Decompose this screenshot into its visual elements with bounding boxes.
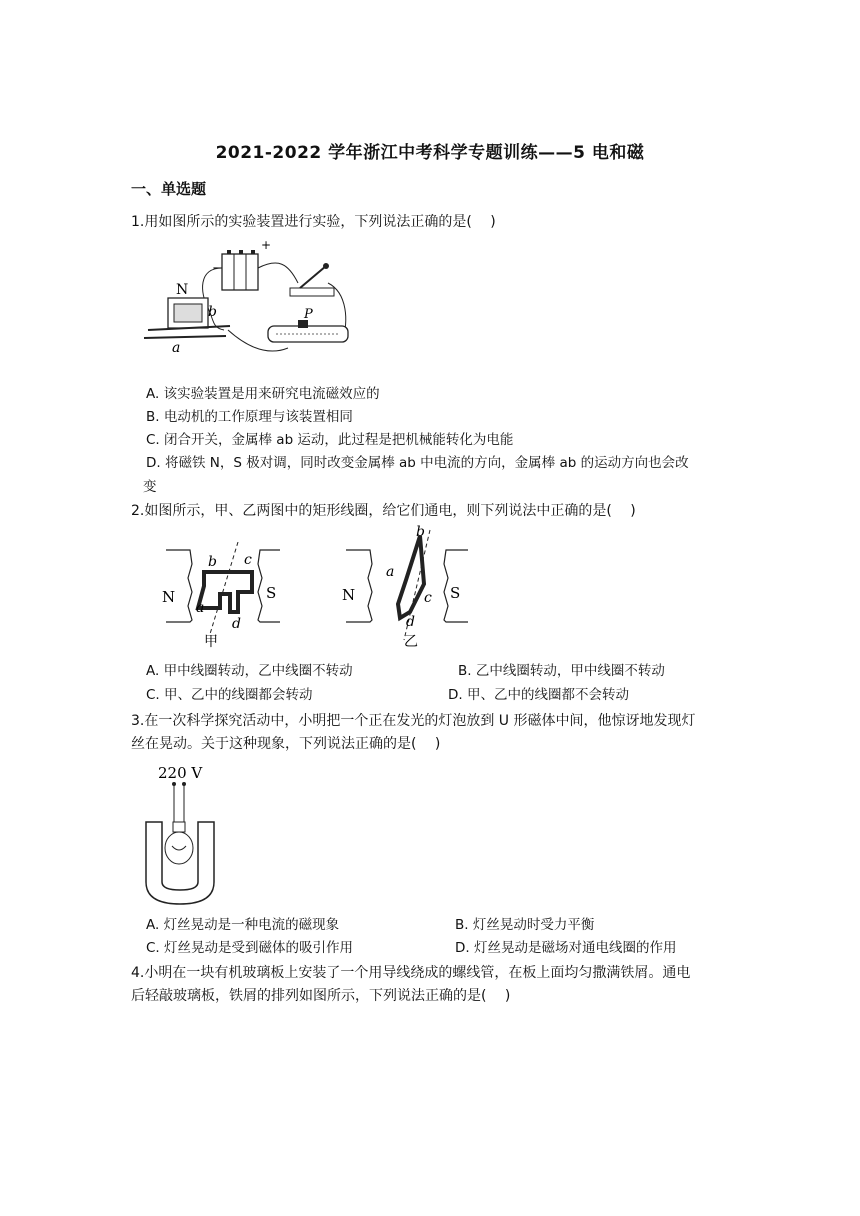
- magnet-icon: [144, 298, 230, 338]
- q1-option-d[interactable]: D. 将磁铁 N，S 极对调，同时改变金属棒 ab 中电流的方向，金属棒 ab 的运动方向也会改: [146, 455, 689, 471]
- n-pole-label: N: [176, 282, 189, 298]
- b-label: b: [208, 554, 217, 570]
- q3-option-a[interactable]: A. 灯丝晃动是一种电流的磁现象: [146, 917, 340, 933]
- battery-icon: [222, 250, 258, 290]
- c-label: c: [244, 552, 252, 568]
- page-title: 2021-2022 学年浙江中考科学专题训练——5 电和磁: [215, 143, 645, 163]
- question-3-stem: 3.在一次科学探究活动中，小明把一个正在发光的灯泡放到 U 形磁体中间，他惊讶地发现灯: [131, 713, 696, 729]
- light-bulb-icon: [165, 822, 193, 864]
- q3-option-b[interactable]: B. 灯丝晃动时受力平衡: [455, 917, 595, 933]
- question-3-stem-cont: 丝在晃动。关于这种现象，下列说法正确的是( ): [131, 736, 441, 752]
- question-4-stem-cont: 后轻敲玻璃板，铁屑的排列如图所示，下列说法正确的是( ): [131, 988, 511, 1004]
- section-heading: 一、单选题: [131, 180, 207, 198]
- question-1-stem: 1.用如图所示的实验装置进行实验，下列说法正确的是( ): [131, 214, 496, 230]
- c-label: c: [424, 590, 432, 606]
- p-label: P: [304, 307, 313, 322]
- plus-label: +: [261, 238, 272, 252]
- q3-option-c[interactable]: C. 灯丝晃动是受到磁体的吸引作用: [146, 940, 354, 956]
- s-pole-label: S: [450, 584, 461, 602]
- b-label: b: [208, 304, 217, 320]
- jia-label: 甲: [204, 634, 218, 650]
- a-label: a: [196, 600, 205, 616]
- q2-option-a[interactable]: A. 甲中线圈转动，乙中线圈不转动: [146, 663, 353, 679]
- d-label: d: [406, 614, 415, 630]
- q2-option-c[interactable]: C. 甲、乙中的线圈都会转动: [146, 687, 313, 703]
- s-pole-label: S: [266, 584, 277, 602]
- minus-label: −: [212, 261, 223, 276]
- yi-label: 乙: [404, 634, 418, 650]
- q1-option-d-cont: 变: [143, 479, 157, 495]
- n-pole-label: N: [162, 588, 176, 606]
- d-label: d: [232, 616, 241, 632]
- question-4-stem: 4.小明在一块有机玻璃板上安装了一个用导线绕成的螺线管，在板上面均匀撒满铁屑。通电: [131, 965, 691, 981]
- n-pole-label: N: [342, 586, 356, 604]
- rheostat-icon: [268, 320, 348, 342]
- a-label: a: [386, 564, 395, 580]
- q1-option-a[interactable]: A. 该实验装置是用来研究电流磁效应的: [146, 386, 380, 402]
- q1-option-b[interactable]: B. 电动机的工作原理与该装置相同: [146, 409, 353, 425]
- q2-figure-yi: [340, 520, 480, 650]
- q1-figure: [138, 238, 366, 362]
- q3-figure: [140, 762, 230, 910]
- q3-option-d[interactable]: D. 灯丝晃动是磁场对通电线圈的作用: [455, 940, 677, 956]
- voltage-label: 220 V: [158, 764, 203, 782]
- b-label: b: [416, 524, 425, 540]
- a-label: a: [172, 340, 181, 356]
- q2-option-b[interactable]: B. 乙中线圈转动，甲中线圈不转动: [458, 663, 665, 679]
- q1-option-c[interactable]: C. 闭合开关，金属棒 ab 运动，此过程是把机械能转化为电能: [146, 432, 514, 448]
- q2-option-d[interactable]: D. 甲、乙中的线圈都不会转动: [448, 687, 629, 703]
- question-2-stem: 2.如图所示，甲、乙两图中的矩形线圈，给它们通电，则下列说法中正确的是( ): [131, 503, 636, 519]
- q2-figure-jia: [160, 542, 290, 650]
